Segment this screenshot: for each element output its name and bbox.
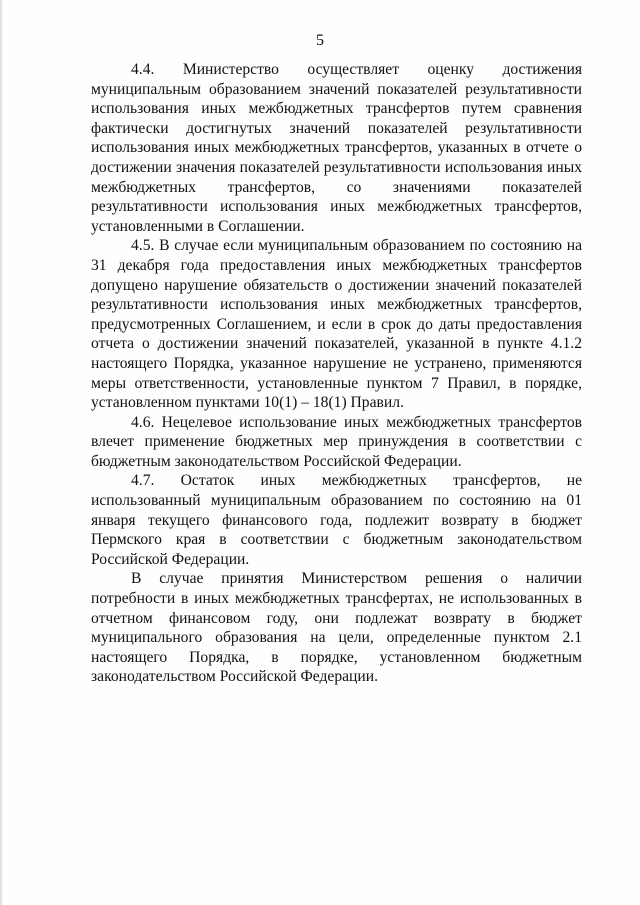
page-number: 5 xyxy=(316,32,324,49)
paragraph-4-7-continuation: В случае принятия Министерством решения о наличии потребности в иных межбюджетных трансфертах, не использованных в отчетном финансовом году, они подлежат возврату в бюджет муниципального образования на цели, определенные пунктом 2.1 настоящего Порядка, в порядке, установленном бюджетным законодательством Российской Федерации. xyxy=(91,570,582,686)
paragraph-4-4: 4.4. Министерство осуществляет оценку достижения муниципальным образованием значений показателей результативности использования иных межбюджетных трансфертов путем сравнения фактически достигнутых значений показателей результативности использования иных межбюджетных трансфертов, указанных в отчете о достижении значения показателей результативности использования иных межбюджетных трансфертов, со значениями показателей результативности использования иных межбюджетных трансфертов, установленными в Соглашении. xyxy=(91,61,582,235)
paragraph-4-6: 4.6. Нецелевое использование иных межбюджетных трансфертов влечет применение бюджетных мер принуждения в соответствии с бюджетным законодательством Российской Федерации. xyxy=(91,413,582,470)
document-body xyxy=(91,60,582,687)
paragraph-4-5: 4.5. В случае если муниципальным образованием по состоянию на 31 декабря года предоставления иных межбюджетных трансфертов допущено нарушение обязательств о достижении значений показателей результативности использования иных межбюджетных трансфертов, предусмотренных Соглашением, и если в срок до даты предоставления отчета о достижении значений показателей, указанной в пункте 4.1.2 настоящего Порядка, указанное нарушение не устранено, применяются меры ответственности, установленные пунктом 7 Правил, в порядке, установленном пунктами 10(1) – 18(1) Правил. xyxy=(91,237,582,412)
scan-edge xyxy=(0,0,3,905)
paragraph-4-7: 4.7. Остаток иных межбюджетных трансфертов, не использованный муниципальным образованием по состоянию на 01 января текущего финансового года, подлежит возврату в бюджет Пермского края в соответствии с бюджетным законодательством Российской Федерации. xyxy=(91,472,582,568)
